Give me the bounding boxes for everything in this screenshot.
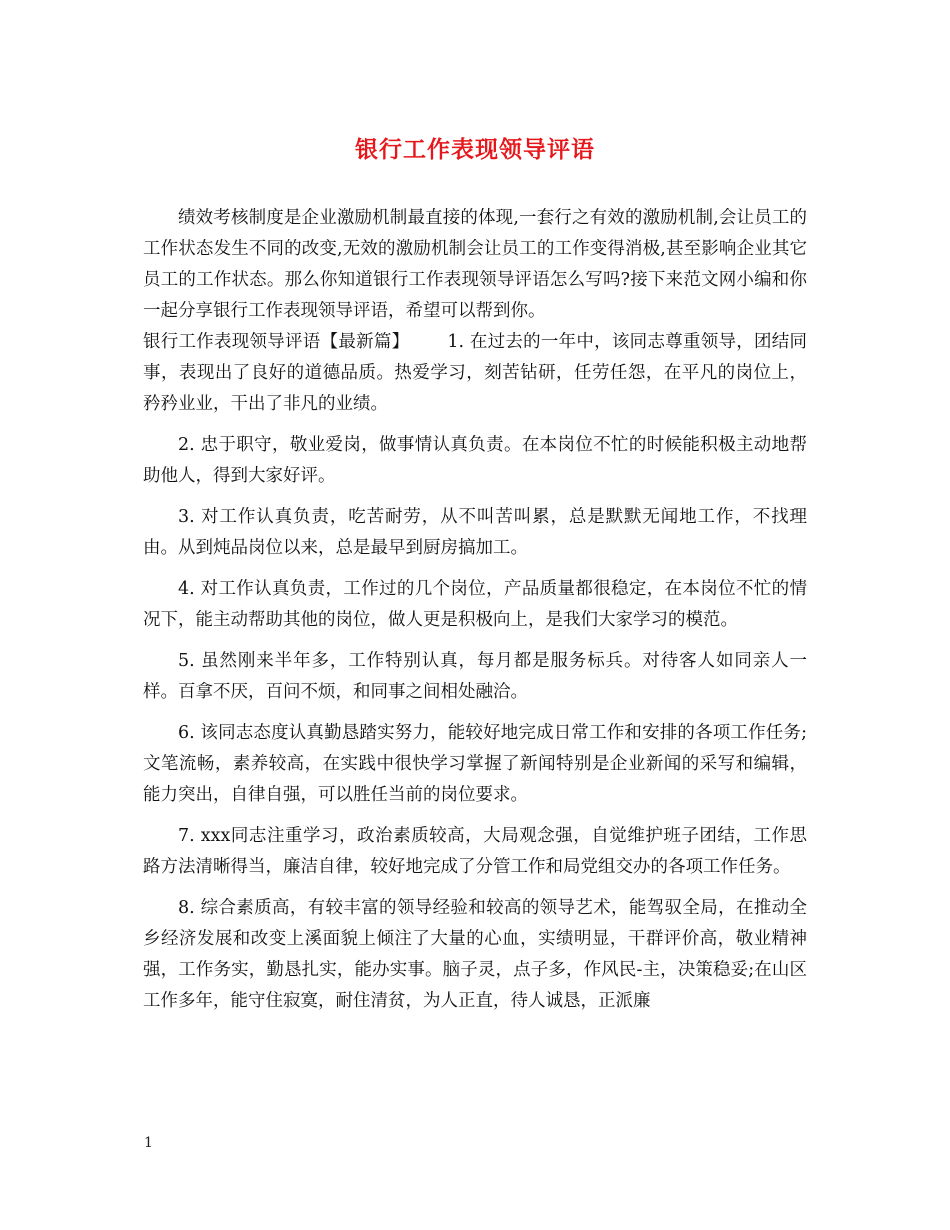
- section-paragraph: [143, 327, 807, 420]
- section-heading: 银行工作表现领导评语【最新篇】: [143, 332, 410, 352]
- list-item: 6. 该同志态度认真勤恳踏实努力，能较好地完成日常工作和安排的各项工作任务;文笔流畅，素养较高，在实践中很快学习掌握了新闻特别是企业新闻的采写和编辑，能力突出，自律自强，可以胜任当前的岗位要求。: [143, 723, 807, 805]
- document-title: 银行工作表现领导评语: [355, 136, 595, 163]
- list-item: 7. xxx同志注重学习，政治素质较高，大局观念强，自觉维护班子团结，工作思路方法清晰得当，廉洁自律，较好地完成了分管工作和局党组交办的各项工作任务。: [143, 826, 807, 877]
- list-item: 4. 对工作认真负责，工作过的几个岗位，产品质量都很稳定，在本岗位不忙的情况下，能主动帮助其他的岗位，做人更是积极向上，是我们大家学习的模范。: [143, 579, 807, 630]
- list-item: 2. 忠于职守，敬业爱岗，做事情认真负责。在本岗位不忙的时候能积极主动地帮助他人，得到大家好评。: [143, 435, 807, 486]
- list-item: 8. 综合素质高，有较丰富的领导经验和较高的领导艺术，能驾驭全局，在推动全乡经济发展和改变上溪面貌上倾注了大量的心血，实绩明显，干群评价高，敬业精神强，工作务实，勤恳扎实，能办实事。脑子灵，点子多，作风民-主，决策稳妥;在山区工作多年，能守住寂寞，耐住清贫，为人正直，待人诚恳，正派廉: [143, 898, 807, 1011]
- list-item: 3. 对工作认真负责，吃苦耐劳，从不叫苦叫累，总是默默无闻地工作，不找理由。从到炖品岗位以来，总是最早到厨房搞加工。: [143, 507, 807, 558]
- document-body: [143, 203, 807, 1017]
- item-1-text: 1. 在过去的一年中，该同志尊重领导，团结同事，表现出了良好的道德品质。热爱学习，刻苦钻研，任劳任怨，在平凡的岗位上，矜矜业业，干出了非凡的业绩。: [143, 332, 807, 414]
- intro-paragraph: 绩效考核制度是企业激励机制最直接的体现,一套行之有效的激励机制,会让员工的工作状态发生不同的改变,无效的激励机制会让员工的工作变得消极,甚至影响企业其它员工的工作状态。那么你知道银行工作表现领导评语怎么写吗?接下来范文网小编和你一起分享银行工作表现领导评语，希望可以帮到你。: [143, 208, 807, 321]
- list-item: 5. 虽然刚来半年多，工作特别认真，每月都是服务标兵。对待客人如同亲人一样。百拿不厌，百问不烦，和同事之间相处融洽。: [143, 651, 807, 702]
- page-number: 1: [144, 1135, 153, 1151]
